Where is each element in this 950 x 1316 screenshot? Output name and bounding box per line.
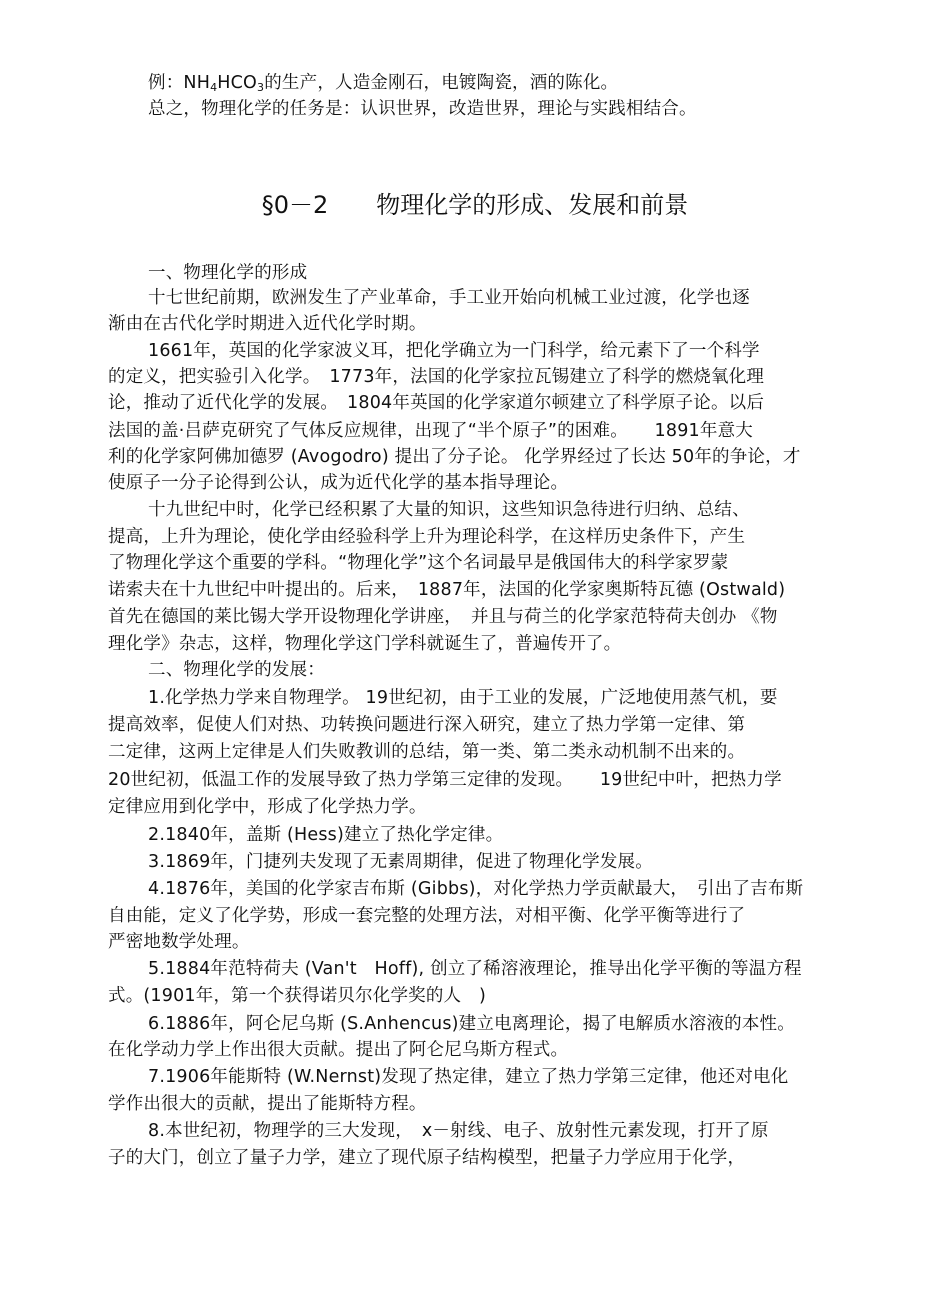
body-line: 式。(1901年，第一个获得诺贝尔化学奖的人 ) xyxy=(108,986,486,1006)
body-line: 渐由在古代化学时期进入近代化学时期。 xyxy=(108,314,427,334)
example-line xyxy=(148,72,618,94)
body-line: 子的大门，创立了量子力学，建立了现代原子结构模型，把量子力学应用于化学， xyxy=(108,1148,746,1168)
body-line: 在化学动力学上作出很大贡献。提出了阿仑尼乌斯方程式。 xyxy=(108,1040,569,1060)
body-line: 论，推动了近代化学的发展。 1804年英国的化学家道尔顿建立了科学原子论。以后 xyxy=(108,393,765,413)
list-item: 7.1906年能斯特 (W.Nernst)发现了热定律，建立了热力学第三定律，他还对电化 xyxy=(148,1067,789,1087)
body-line: 使原子一分子论得到公认，成为近代化学的基本指导理论。 xyxy=(108,473,569,493)
example-formula-mid: HCO xyxy=(217,73,258,93)
list-item: 6.1886年，阿仑尼乌斯 (S.Anhencus)建立电离理论，揭了电解质水溶液的本性。 xyxy=(148,1014,795,1034)
body-line: 提高效率，促使人们对热、功转换问题进行深入研究，建立了热力学第一定律、第 xyxy=(108,715,746,735)
list-item: 1.化学热力学来自物理学。 19世纪初，由于工业的发展，广泛地使用蒸气机，要 xyxy=(148,688,778,708)
body-line: 十九世纪中时，化学已经积累了大量的知识，这些知识急待进行归纳、总结、 xyxy=(148,500,750,520)
body-line: 1661年，英国的化学家波义耳，把化学确立为一门科学，给元素下了一个科学 xyxy=(148,341,760,361)
body-line: 利的化学家阿佛加德罗 (Avogodro) 提出了分子论。 化学界经过了长达 50年的争论，才 xyxy=(108,447,801,467)
summary-line: 总之，物理化学的任务是：认识世界，改造世界，理论与实践相结合。 xyxy=(148,99,697,119)
subheading-development: 二、物理化学的发展： xyxy=(148,660,325,680)
list-item: 3.1869年，门捷列夫发现了无素周期律，促进了物理化学发展。 xyxy=(148,852,653,872)
list-item: 4.1876年，美国的化学家吉布斯 (Gibbs)，对化学热力学贡献最大， 引出了吉布斯 xyxy=(148,879,804,899)
body-line: 定律应用到化学中，形成了化学热力学。 xyxy=(108,797,427,817)
body-line: 提高，上升为理论，使化学由经验科学上升为理论科学，在这样历史条件下，产生 xyxy=(108,527,746,547)
example-prefix: 例：NH xyxy=(148,73,211,93)
list-item: 2.1840年，盖斯 (Hess)建立了热化学定律。 xyxy=(148,825,504,845)
example-suffix: 的生产，人造金刚石，电镀陶瓷，酒的陈化。 xyxy=(264,73,619,93)
list-item: 8.本世纪初，物理学的三大发现， x－射线、电子、放射性元素发现，打开了原 xyxy=(148,1121,769,1141)
body-line: 法国的盖·吕萨克研究了气体反应规律，出现了“半个原子”的困难。 1891年意大 xyxy=(108,421,753,441)
body-line: 诺索夫在十九世纪中叶提出的。后来， 1887年，法国的化学家奥斯特瓦德 (Ostwald) xyxy=(108,580,786,600)
body-line: 的定义，把实验引入化学。 1773年，法国的化学家拉瓦锡建立了科学的燃烧氧化理 xyxy=(108,367,765,387)
subscript-3: 3 xyxy=(257,81,265,94)
body-line: 严密地数学处理。 xyxy=(108,932,250,952)
body-line: 首先在德国的莱比锡大学开设物理化学讲座， 并且与荷兰的化学家范特荷夫创办 《物 xyxy=(108,607,778,627)
body-line: 自由能，定义了化学势，形成一套完整的处理方法，对相平衡、化学平衡等进行了 xyxy=(108,906,746,926)
body-line: 二定律，这两上定律是人们失败教训的总结，第一类、第二类永动机制不出来的。 xyxy=(108,742,746,762)
body-line: 理化学》杂志，这样，物理化学这门学科就诞生了，普遍传开了。 xyxy=(108,634,622,654)
subheading-formation: 一、物理化学的形成 xyxy=(148,263,308,283)
body-line: 了物理化学这个重要的学科。“物理化学”这个名词最早是俄国伟大的科学家罗蒙 xyxy=(108,553,729,573)
section-heading: §0－2 物理化学的形成、发展和前景 xyxy=(261,191,689,219)
body-line: 学作出很大的贡献，提出了能斯特方程。 xyxy=(108,1094,427,1114)
subscript-4: 4 xyxy=(210,81,218,94)
list-item: 5.1884年范特荷夫 (Van't Hoff), 创立了稀溶液理论，推导出化学平衡的等温方程 xyxy=(148,959,802,979)
body-line: 十七世纪前期，欧洲发生了产业革命，手工业开始向机械工业过渡，化学也逐 xyxy=(148,288,750,308)
body-line: 20世纪初，低温工作的发展导致了热力学第三定律的发现。 19世纪中叶，把热力学 xyxy=(108,770,782,790)
